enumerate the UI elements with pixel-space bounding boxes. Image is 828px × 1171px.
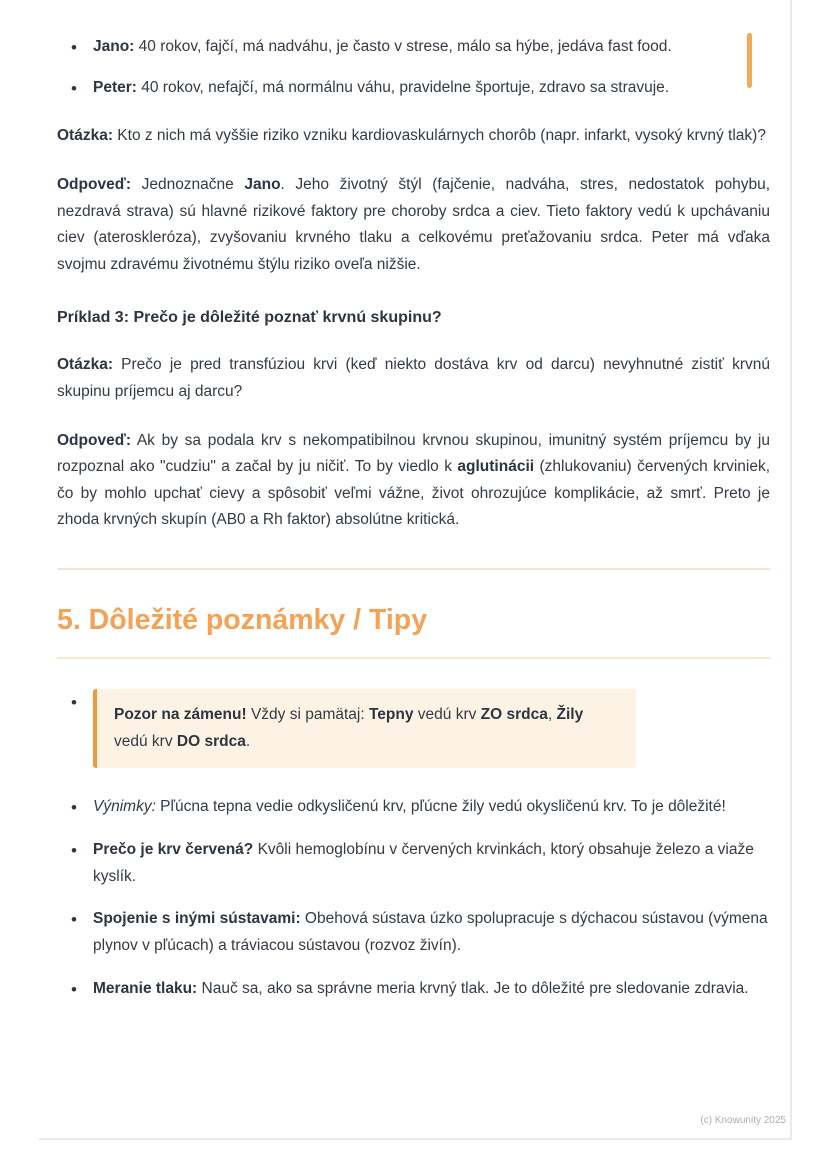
text-segment: Odpoveď:	[57, 431, 132, 449]
scrollbar-thumb[interactable]	[747, 33, 752, 88]
paragraph-answer-1	[57, 172, 770, 279]
text-segment: Prečo je pred transfúziou krvi (keď niekto dostáva krv od darcu) nevyhnutné zistiť krvnú skupinu príjemcu aj darcu?	[57, 356, 770, 400]
warning-callout-box	[93, 689, 636, 768]
text-segment: Otázka:	[57, 356, 113, 374]
list-item-exceptions	[57, 794, 770, 821]
text-segment: Vždy si pamätaj:	[246, 706, 369, 724]
example-3-heading: Príklad 3: Prečo je dôležité poznať krvnú skupinu?	[57, 308, 442, 326]
text-segment: aglutinácii	[457, 458, 535, 476]
page-edge-right	[790, 0, 792, 1140]
text-segment: Tepny	[368, 706, 414, 724]
text-segment: Spojenie s inými sústavami:	[93, 910, 301, 928]
paragraph-question-1	[57, 123, 770, 150]
list-item-systems	[57, 906, 770, 959]
paragraph-answer-2	[57, 428, 770, 535]
text-segment: Obehová sústava úzko spolupracuje s dýchacou sústavou (výmena plynov v pľúcach) a tráviacou sústavou (rozvoz živín).	[93, 910, 768, 955]
text-segment: .	[245, 732, 251, 750]
text-segment: Jednoznačne	[131, 175, 245, 193]
text-segment: . Jeho životný štýl (fajčenie, nadváha, stres, nedostatok pohybu, nezdravá strava) sú hlavné rizikové faktory pre choroby srdca a ciev. Tieto faktory vedú k upchávaniu ciev (ateroskleróza), zvyšovaniu krvného tlaku a celkovému preťažovaniu srdca. Peter má vďaka svojmu zdravému životnému štýlu riziko oveľa nižšie.	[57, 175, 771, 273]
text-segment: Nauč sa, ako sa správne meria krvný tlak. Je to dôležité pre sledovanie zdravia.	[197, 979, 749, 997]
text-segment: Pozor na zámenu!	[114, 706, 247, 724]
list-item-why-red	[57, 837, 770, 890]
text-segment: 40 rokov, fajčí, má nadváhu, je často v strese, málo sa hýbe, jedáva fast food.	[134, 38, 672, 55]
text-segment: Pľúcna tepna vedie odkysličenú krv, pľúcne žily vedú okysličenú krv. To je dôležité!	[155, 798, 726, 816]
text-segment: Kto z nich má vyššie riziko vzniku kardiovaskulárnych chorôb (napr. infarkt, vysoký krvný tlak)?	[113, 127, 766, 145]
list-item-callout	[57, 689, 770, 768]
text-segment: DO srdca	[176, 732, 246, 750]
list-item-jano	[57, 34, 770, 61]
text-segment: Jano:	[93, 38, 135, 55]
section-heading-underline	[57, 657, 770, 659]
text-segment: Otázka:	[57, 127, 113, 145]
text-segment: Jano	[244, 175, 281, 193]
section-divider	[57, 568, 770, 570]
section-5-heading: 5. Dôležité poznámky / Tipy	[57, 604, 428, 637]
text-segment: 40 rokov, nefajčí, má normálnu váhu, pravidelne športuje, zdravo sa stravuje.	[136, 78, 670, 96]
text-segment: ZO srdca	[480, 706, 548, 724]
paragraph-question-2	[57, 352, 770, 405]
text-segment: vedú krv	[114, 732, 177, 750]
list-item-peter	[57, 75, 770, 102]
watermark: (c) Knowunity 2025	[700, 1115, 786, 1126]
list-item-pressure	[57, 976, 770, 1003]
text-segment: Výnimky:	[93, 798, 156, 816]
text-segment: Meranie tlaku:	[93, 979, 198, 997]
page-edge-bottom	[39, 1138, 792, 1140]
tips-bullet-list	[57, 689, 770, 1002]
text-segment: (zhlukovaniu) červených krviniek, čo by mohlo upchať cievy a spôsobiť veľmi vážne, život ohrozujúce komplikácie, až smrť. Preto je zhoda krvných skupín (AB0 a Rh faktor) absolútne kritická.	[57, 458, 771, 529]
text-segment: ,	[547, 706, 557, 724]
text-segment: Peter:	[93, 78, 137, 96]
text-segment: Kvôli hemoglobínu v červených krvinkách, ktorý obsahuje železo a viaže kyslík.	[93, 841, 754, 885]
text-segment: Odpoveď:	[57, 175, 132, 193]
text-segment: Žily	[556, 706, 584, 724]
example-bullet-list	[57, 34, 770, 101]
text-segment: Ak by sa podala krv s nekompatibilnou krvnou skupinou, imunitný systém príjemcu by ju rozpoznal ako "cudziu" a začal by ju ničiť. To by viedlo k	[57, 431, 770, 476]
text-segment: Prečo je krv červená?	[93, 841, 254, 859]
text-segment: vedú krv	[413, 706, 481, 724]
